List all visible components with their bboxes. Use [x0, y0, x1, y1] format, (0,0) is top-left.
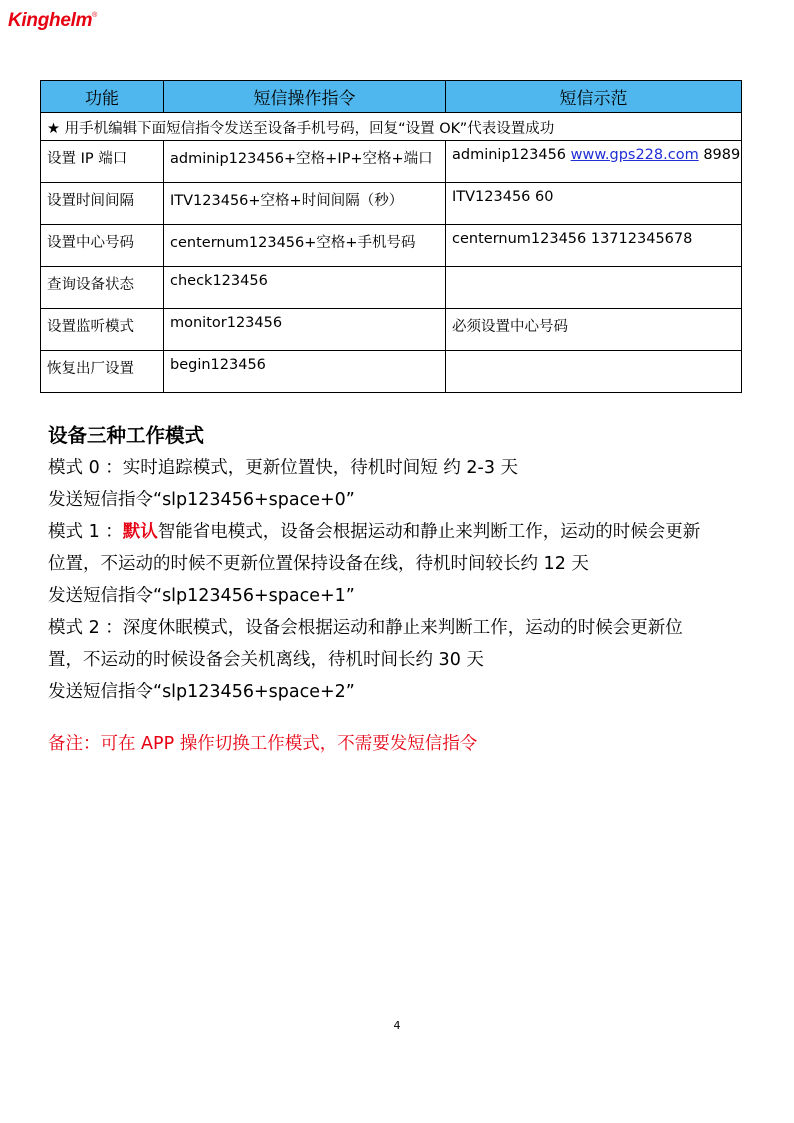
default-highlight: 默认	[122, 522, 158, 542]
example-cell: ITV123456 60	[446, 183, 742, 225]
command-cell: check123456	[164, 267, 446, 309]
remark-note: 备注：可在 APP 操作切换工作模式，不需要发短信指令	[48, 734, 478, 754]
brand-logo: Kinghelm®	[8, 10, 98, 31]
sms-command-table	[40, 80, 742, 393]
command-cell: begin123456	[164, 351, 446, 393]
table-header-row	[41, 81, 742, 113]
table-row	[41, 183, 742, 225]
example-cell: adminip123456 www.gps228.com 8989	[446, 141, 742, 183]
mode0-description: 模式 0 ：实时追踪模式，更新位置快，待机时间短 约 2-3 天	[48, 458, 519, 478]
mode2-description-line1: 模式 2 ：深度休眠模式，设备会根据运动和静止来判断工作，运动的时候会更新位	[48, 618, 683, 638]
example-cell	[446, 267, 742, 309]
function-cell: 恢复出厂设置	[41, 351, 164, 393]
mode1-description-line2: 位置，不运动的时候不更新位置保持设备在线，待机时间较长约 12 天	[48, 554, 589, 574]
command-cell: monitor123456	[164, 309, 446, 351]
header-function: 功能	[41, 81, 164, 113]
function-cell: 设置 IP 端口	[41, 141, 164, 183]
command-cell: ITV123456+空格+时间间隔（秒）	[164, 183, 446, 225]
section-title: 设备三种工作模式	[48, 424, 205, 447]
work-modes-section	[48, 420, 748, 760]
table-row	[41, 141, 742, 183]
function-cell: 设置监听模式	[41, 309, 164, 351]
page-number: 4	[393, 1019, 401, 1032]
table-row	[41, 309, 742, 351]
command-cell: adminip123456+空格+IP+空格+端口	[164, 141, 446, 183]
table-note: ★ 用手机编辑下面短信指令发送至设备手机号码，回复“设置 OK”代表设置成功	[41, 113, 742, 141]
table-row	[41, 267, 742, 309]
mode0-command: 发送短信指令“slp123456+space+0”	[48, 490, 355, 510]
header-sms-example: 短信示范	[446, 81, 742, 113]
mode1-description-line1: 模式 1 ：默认智能省电模式，设备会根据运动和静止来判断工作，运动的时候会更新	[48, 522, 701, 542]
gps228-link[interactable]: www.gps228.com	[570, 147, 699, 163]
table-note-row	[41, 113, 742, 141]
mode1-command: 发送短信指令“slp123456+space+1”	[48, 586, 355, 606]
header-sms-command: 短信操作指令	[164, 81, 446, 113]
mode2-description-line2: 置，不运动的时候设备会关机离线，待机时间长约 30 天	[48, 650, 484, 670]
table-row	[41, 351, 742, 393]
table-row	[41, 225, 742, 267]
function-cell: 查询设备状态	[41, 267, 164, 309]
example-cell: 必须设置中心号码	[446, 309, 742, 351]
example-cell: centernum123456 13712345678	[446, 225, 742, 267]
function-cell: 设置时间间隔	[41, 183, 164, 225]
function-cell: 设置中心号码	[41, 225, 164, 267]
mode2-command: 发送短信指令“slp123456+space+2”	[48, 682, 355, 702]
command-cell: centernum123456+空格+手机号码	[164, 225, 446, 267]
example-cell	[446, 351, 742, 393]
